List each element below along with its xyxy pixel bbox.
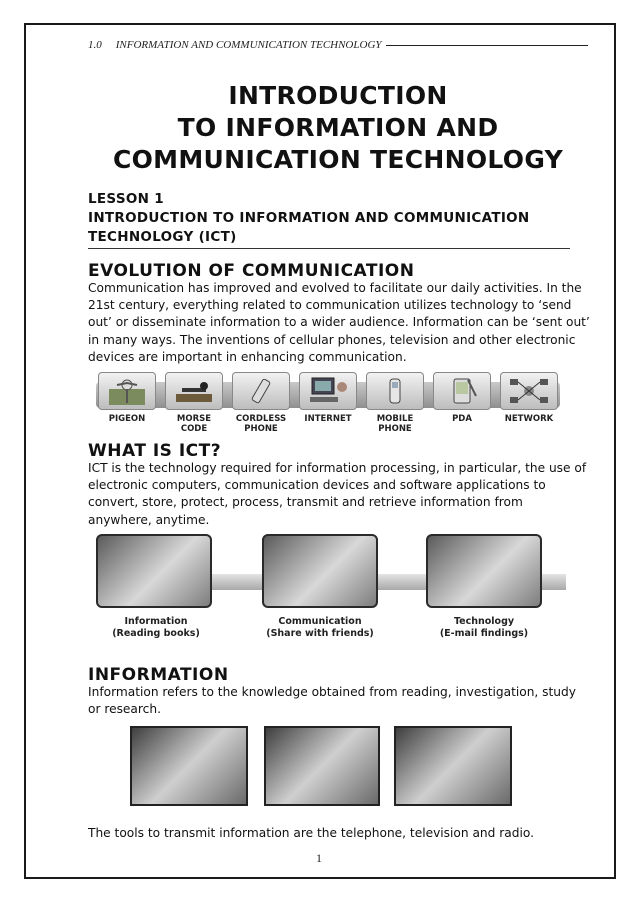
caption-line: (Share with friends) bbox=[266, 628, 374, 639]
section-title: INFORMATION AND COMMUNICATION TECHNOLOGY bbox=[115, 39, 382, 51]
evolution-label: CORDLESS PHONE bbox=[235, 414, 287, 434]
mobile-phone-icon bbox=[366, 372, 424, 410]
email-photo bbox=[426, 534, 542, 608]
library-photo bbox=[264, 726, 380, 806]
title-line: COMMUNICATION TECHNOLOGY bbox=[112, 145, 563, 174]
evolution-item bbox=[96, 372, 158, 424]
evolution-item bbox=[297, 372, 359, 424]
cordless-phone-icon bbox=[232, 372, 290, 410]
ict-caption bbox=[250, 616, 390, 640]
pda-icon bbox=[433, 372, 491, 410]
information-heading: INFORMATION bbox=[88, 665, 229, 685]
lesson-rule bbox=[88, 248, 570, 249]
tools-paragraph: The tools to transmit information are the telephone, television and radio. bbox=[88, 826, 534, 840]
page-title bbox=[88, 80, 588, 176]
caption-line: Information bbox=[124, 616, 188, 627]
title-line: INTRODUCTION bbox=[228, 81, 448, 110]
title-line: TO INFORMATION AND bbox=[177, 113, 499, 142]
evolution-heading: EVOLUTION OF COMMUNICATION bbox=[88, 261, 415, 281]
newspaper-photo bbox=[130, 726, 248, 806]
caption-line: Technology bbox=[453, 616, 515, 627]
evolution-item bbox=[498, 372, 560, 424]
ict-caption bbox=[86, 616, 226, 640]
network-icon bbox=[500, 372, 558, 410]
lesson-label: LESSON 1 bbox=[88, 191, 164, 207]
section-number: 1.0 bbox=[88, 39, 102, 51]
running-head bbox=[88, 37, 588, 53]
lesson-title-line: TECHNOLOGY (ICT) bbox=[88, 229, 237, 245]
lesson-heading bbox=[88, 190, 588, 247]
header-rule bbox=[386, 45, 588, 46]
pigeon-icon bbox=[98, 372, 156, 410]
caption-line: Communication bbox=[278, 616, 362, 627]
caption-line: (E-mail findings) bbox=[439, 628, 529, 639]
evolution-item bbox=[431, 372, 493, 424]
lab-photo bbox=[394, 726, 512, 806]
evolution-item bbox=[364, 372, 426, 434]
caption-line: (Reading books) bbox=[112, 628, 200, 639]
page-number: 1 bbox=[316, 851, 322, 865]
ict-heading: WHAT IS ICT? bbox=[88, 441, 222, 461]
evolution-paragraph: Communication has improved and evolved to facilitate our daily activities. In the 21st century, everything related to communication utilizes technology to ‘send out’ or disseminate information to a wider audience. Information can be ‘sent out’ in many ways. The inventions of cellular phones, television and other electronic devices are important in enhancing communication. bbox=[88, 281, 590, 364]
evolution-label: MORSE CODE bbox=[176, 414, 212, 434]
lesson-title-line: INTRODUCTION TO INFORMATION AND COMMUNICATION bbox=[88, 210, 530, 226]
ict-caption bbox=[414, 616, 554, 640]
evolution-item bbox=[163, 372, 225, 434]
evolution-label: PDA bbox=[452, 414, 472, 424]
evolution-item bbox=[230, 372, 292, 434]
computer-icon bbox=[299, 372, 357, 410]
information-paragraph: Information refers to the knowledge obtained from reading, investigation, study or research. bbox=[88, 685, 576, 717]
ict-paragraph: ICT is the technology required for information processing, in particular, the use of electronic computers, communication devices and software applications to convert, store, protect, process, transmit and retrieve information from anywhere, anytime. bbox=[88, 461, 587, 527]
morse-key-icon bbox=[165, 372, 223, 410]
evolution-label: INTERNET bbox=[304, 414, 352, 424]
evolution-strip bbox=[96, 372, 560, 442]
reading-photo bbox=[96, 534, 212, 608]
ict-strip bbox=[96, 534, 566, 642]
evolution-label: PIGEON bbox=[108, 414, 146, 424]
sharing-photo bbox=[262, 534, 378, 608]
evolution-label: NETWORK bbox=[504, 414, 554, 424]
evolution-label: MOBILE PHONE bbox=[376, 414, 414, 434]
